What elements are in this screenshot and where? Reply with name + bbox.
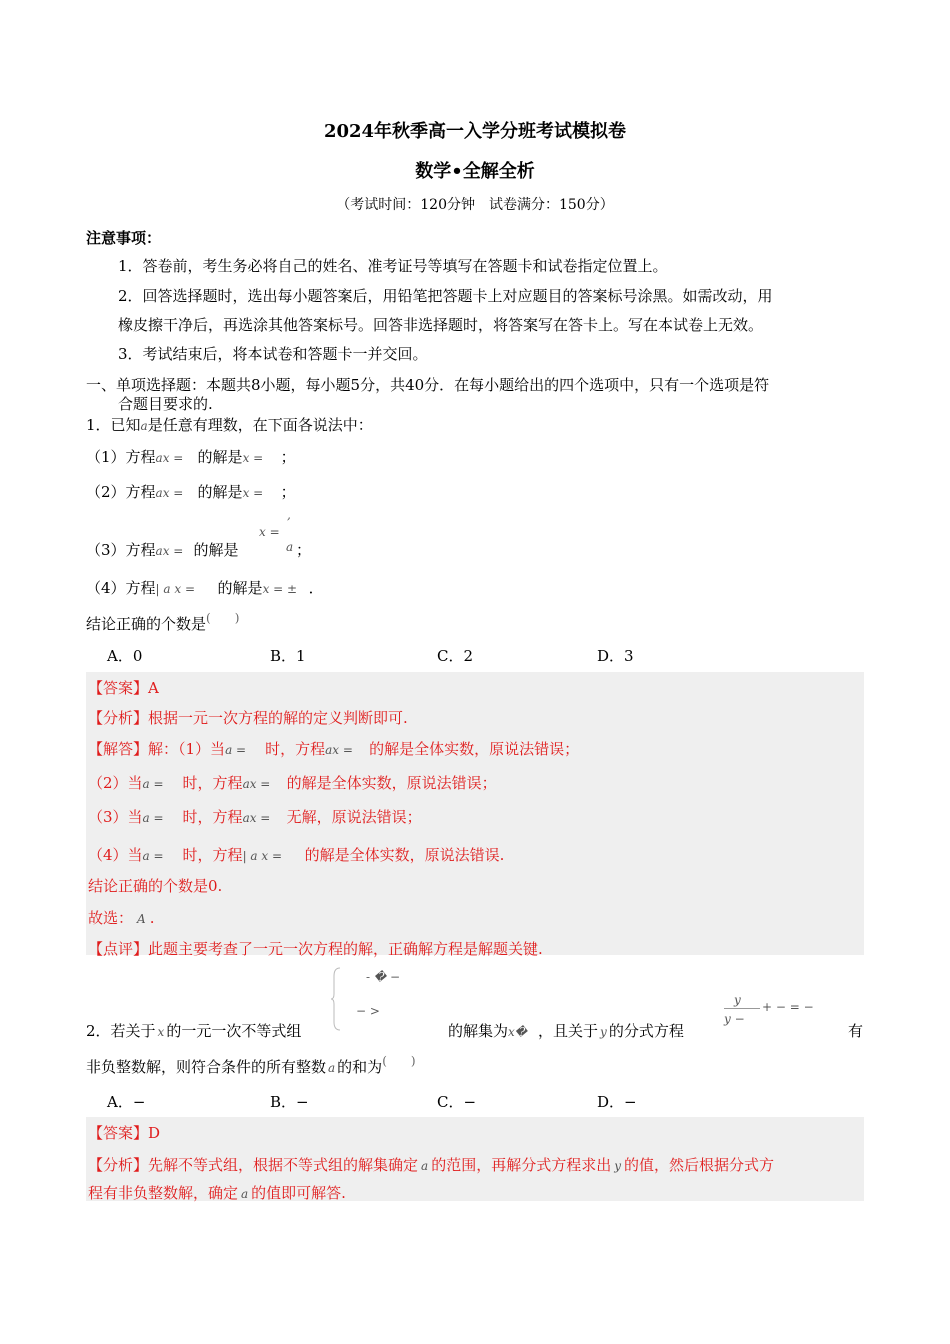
q1-option-a: A．0 [107, 647, 143, 665]
q1-choice-label: 故选： [88, 909, 134, 927]
q1-s1-mid: 的解是 [197, 448, 243, 466]
q1-statement-4 [86, 577, 324, 598]
q1-s4-end: ． [308, 579, 324, 597]
q1-solution-line-4 [88, 844, 504, 865]
q2-line2-mid: 的和为 [337, 1058, 383, 1076]
q2-analysis-var-y: y [614, 1159, 621, 1173]
q1-statement-3 [86, 539, 239, 560]
q1-solution-tag: 【解答】 [88, 740, 149, 758]
q2-system-brace [330, 966, 342, 1032]
q1-sol3-mid: 时，方程 [182, 808, 243, 826]
q2-var-a: a [328, 1061, 336, 1075]
q1-conclusion-text: 结论正确的个数是 [86, 615, 207, 633]
q1-sol1-start: 解：（1）当 [148, 740, 226, 758]
q2-analysis-tag: 【分析】 [88, 1156, 149, 1174]
q2-stem-line-2 [86, 1056, 416, 1077]
q1-option-b: B．1 [270, 647, 306, 665]
q1-stem-start: 1．已知 [86, 416, 141, 434]
q2-analysis-l1-end: 的值，然后根据分式方 [623, 1156, 774, 1174]
q2-analysis-line-2 [88, 1182, 346, 1203]
q1-analysis [88, 707, 408, 728]
q2-stem-system: 的一元一次不等式组 [166, 1022, 302, 1040]
q1-s1-equation: ax = [155, 451, 184, 465]
q1-analysis-text: 根据一元一次方程的解的定义判断即可. [148, 709, 408, 727]
q1-correct-count: 结论正确的个数是0. [88, 877, 223, 895]
q1-solution-line-3 [88, 806, 422, 827]
q1-sol1-mid: 时，方程 [265, 740, 326, 758]
q2-line2-start: 非负整数解，则符合条件的所有整数 [86, 1058, 327, 1076]
q2-analysis-l1-start: 先解不等式组，根据不等式组的解集确定 [148, 1156, 419, 1174]
q1-sol4-mid: 时，方程 [182, 846, 243, 864]
q2-frac-rest: + − = − [762, 1000, 814, 1014]
q1-s4-solution: x = ± [262, 582, 298, 596]
q1-s3-equation: ax = [155, 544, 184, 558]
q1-sol3-cond: a = [142, 811, 164, 825]
q1-s4-equation: | a x = [155, 582, 196, 596]
q2-frac-bar [724, 1008, 760, 1009]
q1-s2-equation: ax = [155, 486, 184, 500]
q1-sol4-end: 的解是全体实数，原说法错误. [304, 846, 505, 864]
q1-sol1-eq: ax = [325, 743, 353, 757]
q1-comment [88, 938, 543, 959]
page-subtitle: 数学•全解全析 [415, 161, 535, 182]
notice-heading: 注意事项： [86, 229, 162, 247]
q2-analysis-line-1 [88, 1154, 774, 1175]
q1-s1-end: ； [280, 448, 296, 466]
q1-s2-solution: x = [242, 486, 264, 500]
q1-sol4-start: （4）当 [88, 846, 143, 864]
q1-sol4-eq: | a x = [242, 849, 283, 863]
q1-answer-paren: ( ) [206, 611, 240, 625]
q1-comment-text: 此题主要考查了一元一次方程的解，正确解方程是解题关键. [148, 940, 543, 958]
q1-stem [86, 414, 373, 435]
section-heading-line-2: 合题目要求的. [118, 395, 213, 413]
q1-s4-label: （4）方程 [86, 579, 156, 597]
q1-final-choice [88, 907, 154, 928]
q1-s3-frac-numerator: , [287, 508, 291, 522]
q2-var-x: x [157, 1025, 165, 1039]
q2-analysis-l2-start: 程有非负整数解，确定 [88, 1184, 239, 1202]
q1-sol4-cond: a = [142, 849, 164, 863]
exam-info: （考试时间：120分钟 试卷满分：150分） [336, 197, 614, 213]
q2-system-line-2: − > [356, 1004, 380, 1018]
q2-stem-line-1 [86, 1020, 301, 1041]
q1-analysis-tag: 【分析】 [88, 709, 149, 727]
q1-sol3-start: （3）当 [88, 808, 143, 826]
q2-solution-set: x� [508, 1025, 528, 1039]
notice-item-1: 1．答卷前，考生务必将自己的姓名、准考证号等填写在答题卡和试卷指定位置上。 [118, 257, 668, 275]
q2-var-y: y [600, 1025, 607, 1039]
q2-stem-start: 2．若关于 [86, 1022, 156, 1040]
q2-analysis-l2-end: 的值即可解答. [251, 1184, 346, 1202]
q1-sol1-end: 的解是全体实数，原说法错误； [369, 740, 580, 758]
q2-stem-fractional: 的分式方程 [608, 1022, 684, 1040]
notice-item-2-line-1: 2．回答选择题时，选出每小题答案后，用铅笔把答题卡上对应题目的答案标号涂黑。如需改动，用 [118, 287, 773, 305]
q2-option-c: C．− [437, 1093, 477, 1111]
q1-sol2-eq: ax = [242, 777, 271, 791]
q1-s3-solution: x = [259, 525, 280, 539]
q1-s2-end: ； [280, 483, 296, 501]
q1-sol2-cond: a = [142, 777, 164, 791]
q1-s3-frac-denominator: a [286, 540, 294, 554]
q2-solution-set-label: 的解集为 [448, 1022, 509, 1040]
q1-var-a: a [140, 419, 148, 433]
q2-analysis-var-a-2: a [241, 1187, 249, 1201]
q1-s4-mid: 的解是 [217, 579, 263, 597]
q1-s3-mid: 的解是 [193, 541, 239, 559]
q2-frac-numerator: y [734, 993, 741, 1007]
q1-stem-end: 是任意有理数，在下面各说法中： [147, 416, 373, 434]
q2-frac-denominator: y − [724, 1012, 745, 1026]
q1-sol1-cond: a = [225, 743, 247, 757]
notice-item-2-line-2: 橡皮擦干净后，再选涂其他答案标号。回答非选择题时，将答案写在答卡上。写在本试卷上无效。 [118, 316, 764, 334]
q1-statement-2 [86, 481, 296, 502]
q2-analysis-l1-mid: 的范围，再解分式方程求出 [431, 1156, 612, 1174]
q1-s1-solution: x = [242, 451, 264, 465]
q1-comment-tag: 【点评】 [88, 940, 149, 958]
q2-stem-line-1-cont [448, 1020, 684, 1041]
q2-answer: 【答案】D [88, 1124, 161, 1142]
q1-sol3-eq: ax = [242, 811, 271, 825]
q1-sol3-end: 无解，原说法错误； [286, 808, 422, 826]
q2-option-a: A．− [107, 1093, 146, 1111]
q2-option-b: B．− [270, 1093, 309, 1111]
q2-system-line-1: - � − [366, 970, 401, 984]
q1-sol2-mid: 时，方程 [182, 774, 243, 792]
q1-sol2-start: （2）当 [88, 774, 143, 792]
q1-solution-line-2 [88, 772, 497, 793]
q2-answer-paren: ( ) [382, 1054, 416, 1068]
section-heading-line-1: 一、单项选择题：本题共8小题，每小题5分，共40分．在每小题给出的四个选项中，只有一个选项是符 [86, 376, 770, 394]
q1-answer: 【答案】A [88, 679, 159, 697]
q1-sol2-end: 的解是全体实数，原说法错误； [286, 774, 497, 792]
q1-s3-label: （3）方程 [86, 541, 156, 559]
q1-s3-end: ； [296, 541, 312, 559]
q1-s2-label: （2）方程 [86, 483, 156, 501]
q1-solution-line-1 [88, 738, 579, 759]
q2-option-d: D．− [597, 1093, 637, 1111]
q1-choice-end: . [149, 909, 155, 927]
q1-conclusion [86, 613, 239, 634]
notice-item-3: 3．考试结束后，将本试卷和答题卡一并交回。 [118, 345, 428, 363]
page-title: 2024年秋季高一入学分班考试模拟卷 [323, 121, 627, 142]
q1-statement-1 [86, 446, 296, 467]
q2-analysis-var-a: a [421, 1159, 429, 1173]
q1-option-d: D．3 [597, 647, 634, 665]
q1-choice-letter: A [137, 912, 146, 926]
q1-s1-label: （1）方程 [86, 448, 156, 466]
q1-option-c: C．2 [437, 647, 474, 665]
q2-stem-tail: 有 [848, 1022, 864, 1040]
q1-s2-mid: 的解是 [197, 483, 243, 501]
q2-stem-about: ，且关于 [538, 1022, 599, 1040]
